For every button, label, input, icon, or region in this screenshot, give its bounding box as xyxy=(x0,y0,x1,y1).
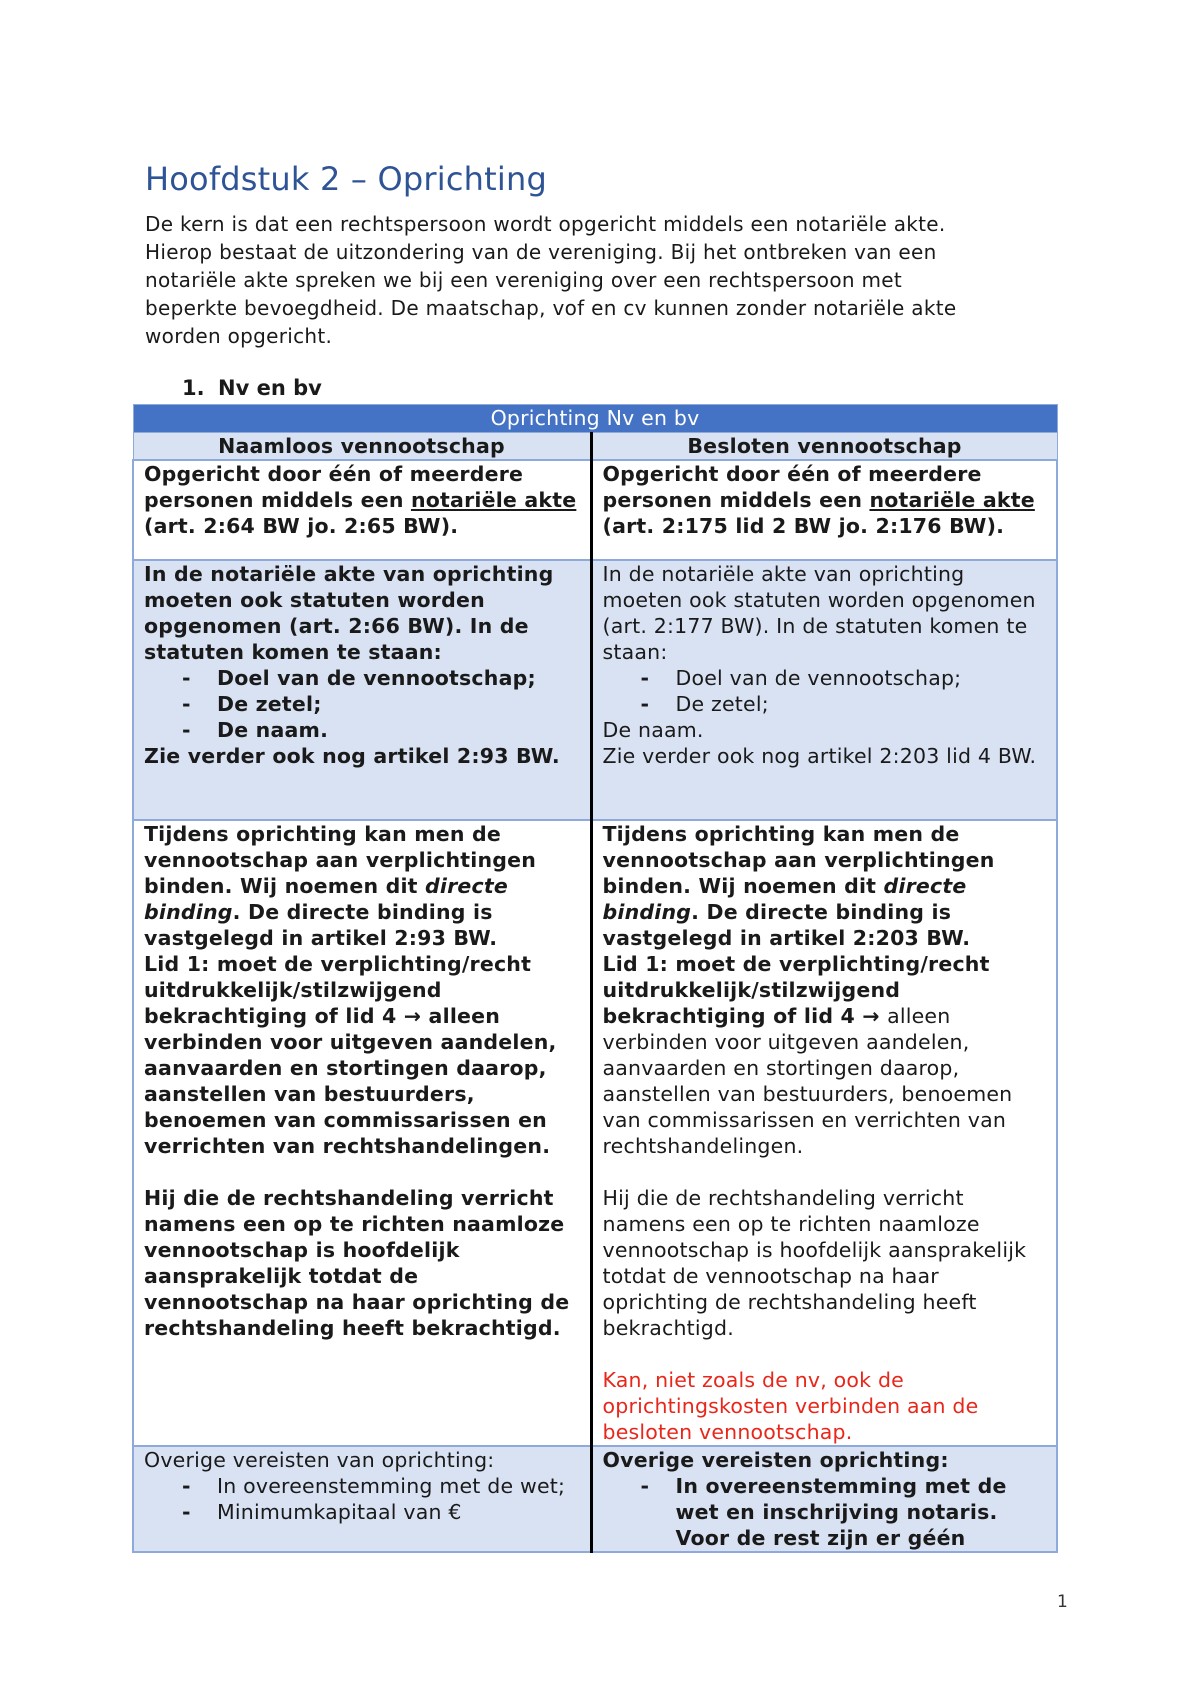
cell-text: Overige vereisten oprichting: xyxy=(602,1448,949,1472)
section-heading xyxy=(182,376,322,400)
cell-text: In de notariële akte van oprichting moeten ook statuten worden opgenomen (art. 2:177 BW). In de statuten komen te staan: xyxy=(602,562,1036,664)
list-item: - De naam. xyxy=(144,717,580,743)
table-cell xyxy=(591,820,1057,1446)
table-cell xyxy=(591,460,1057,560)
cell-text-italic: directe binding xyxy=(144,874,508,924)
cell-text-underlined: notariële akte xyxy=(869,488,1035,512)
cell-text: Zie verder ook nog artikel 2:93 BW. xyxy=(144,744,560,768)
table-cell xyxy=(591,560,1057,820)
table-cell xyxy=(133,820,591,1446)
cell-text: Opgericht door één of meerdere personen middels een xyxy=(602,462,982,512)
dash-list xyxy=(603,665,1047,717)
cell-text xyxy=(603,951,1047,1159)
cell-text: . De directe binding is vastgelegd in artikel 2:203 BW. xyxy=(602,900,971,950)
cell-text: . De directe binding is vastgelegd in artikel 2:93 BW. xyxy=(144,900,498,950)
table-row xyxy=(133,460,1057,560)
intro-line: notariële akte spreken we bij een vereniging over een rechtspersoon met xyxy=(145,268,903,292)
cell-text: Hij die de rechtshandeling verricht namens een op te richten naamloze vennootschap is hoofdelijk aansprakelijk totdat de vennootschap na haar oprichting de rechtshandeling heeft bekrachtigd. xyxy=(602,1186,1027,1340)
dash-list xyxy=(603,1473,1047,1551)
intro-line: Hierop bestaat de uitzondering van de vereniging. Bij het ontbreken van een xyxy=(145,240,937,264)
intro-line: worden opgericht. xyxy=(145,324,333,348)
intro-line: beperkte bevoegdheid. De maatschap, vof en cv kunnen zonder notariële akte xyxy=(145,296,957,320)
cell-text: Zie verder ook nog artikel 2:203 lid 4 BW. xyxy=(602,744,1037,768)
column-header-bv: Besloten vennootschap xyxy=(591,433,1057,461)
cell-text: (art. 2:175 lid 2 BW jo. 2:176 BW). xyxy=(602,514,1005,538)
cell-text: Hij die de rechtshandeling verricht namens een op te richten naamloze vennootschap is hoofdelijk aansprakelijk totdat de vennootschap na haar oprichting de rechtshandeling heeft bekrachtigd. xyxy=(144,1186,570,1340)
dash-list xyxy=(144,665,580,743)
table-cell xyxy=(133,460,591,560)
cell-text-italic: directe binding xyxy=(602,874,967,924)
cell-text: (art. 2:64 BW jo. 2:65 BW). xyxy=(144,514,459,538)
cell-text-red: Kan, niet zoals de nv, ook de oprichtingskosten verbinden aan de besloten vennootschap. xyxy=(602,1368,979,1444)
list-item: - Minimumkapitaal van € xyxy=(144,1499,580,1525)
intro-paragraph xyxy=(145,210,1045,350)
page-number: 1 xyxy=(1057,1592,1068,1612)
cell-text-bold: Lid 1: moet de verplichting/recht uitdrukkelijk/stilzwijgend bekrachtiging of lid 4 → xyxy=(602,952,990,1028)
cell-text: Lid 1: moet de verplichting/recht uitdrukkelijk/stilzwijgend bekrachtiging of lid 4 → alleen verbinden voor uitgeven aandelen, aanvaarden en stortingen daarop, aanstellen van bestuurders, benoemen van commissarissen en verrichten van rechtshandelingen. xyxy=(144,952,557,1158)
cell-text: Overige vereisten van oprichting: xyxy=(144,1448,495,1472)
cell-text: Opgericht door één of meerdere personen middels een xyxy=(144,462,524,512)
table-cell xyxy=(133,560,591,820)
cell-text-underlined: notariële akte xyxy=(410,488,577,512)
cell-text: Tijdens oprichting kan men de vennootschap aan verplichtingen binden. Wij noemen dit xyxy=(602,822,995,898)
section-number: 1. xyxy=(182,376,205,400)
oprichting-table xyxy=(132,404,1058,1553)
table-row xyxy=(133,1446,1057,1552)
section-title: Nv en bv xyxy=(218,376,322,400)
list-item: - De zetel; xyxy=(144,691,580,717)
list-item: - Doel van de vennootschap; xyxy=(603,665,1047,691)
cell-text: De naam. xyxy=(602,718,704,742)
list-item: - Doel van de vennootschap; xyxy=(144,665,580,691)
table-cell xyxy=(133,1446,591,1552)
list-item: - In overeenstemming met de wet en inschrijving notaris. Voor de rest zijn er géén xyxy=(603,1473,1047,1551)
list-item: - De zetel; xyxy=(603,691,1047,717)
intro-line: De kern is dat een rechtspersoon wordt opgericht middels een notariële akte. xyxy=(145,212,946,236)
cell-text: alleen verbinden voor uitgeven aandelen, aanvaarden en stortingen daarop, aanstellen van bestuurders, benoemen van commissarissen en verrichten van rechtshandelingen. xyxy=(602,1004,1013,1158)
cell-text xyxy=(144,821,580,951)
cell-text: Tijdens oprichting kan men de vennootschap aan verplichtingen binden. Wij noemen dit xyxy=(144,822,537,898)
table-cell xyxy=(591,1446,1057,1552)
table-row xyxy=(133,820,1057,1446)
dash-list xyxy=(144,1473,580,1525)
table-title: Oprichting Nv en bv xyxy=(133,405,1057,433)
table-row xyxy=(133,560,1057,820)
column-header-nv: Naamloos vennootschap xyxy=(133,433,591,461)
cell-text xyxy=(603,821,1047,951)
chapter-heading: Hoofdstuk 2 – Oprichting xyxy=(145,160,547,198)
cell-text: In de notariële akte van oprichting moeten ook statuten worden opgenomen (art. 2:66 BW). In de statuten komen te staan: xyxy=(144,562,554,664)
list-item: - In overeenstemming met de wet; xyxy=(144,1473,580,1499)
